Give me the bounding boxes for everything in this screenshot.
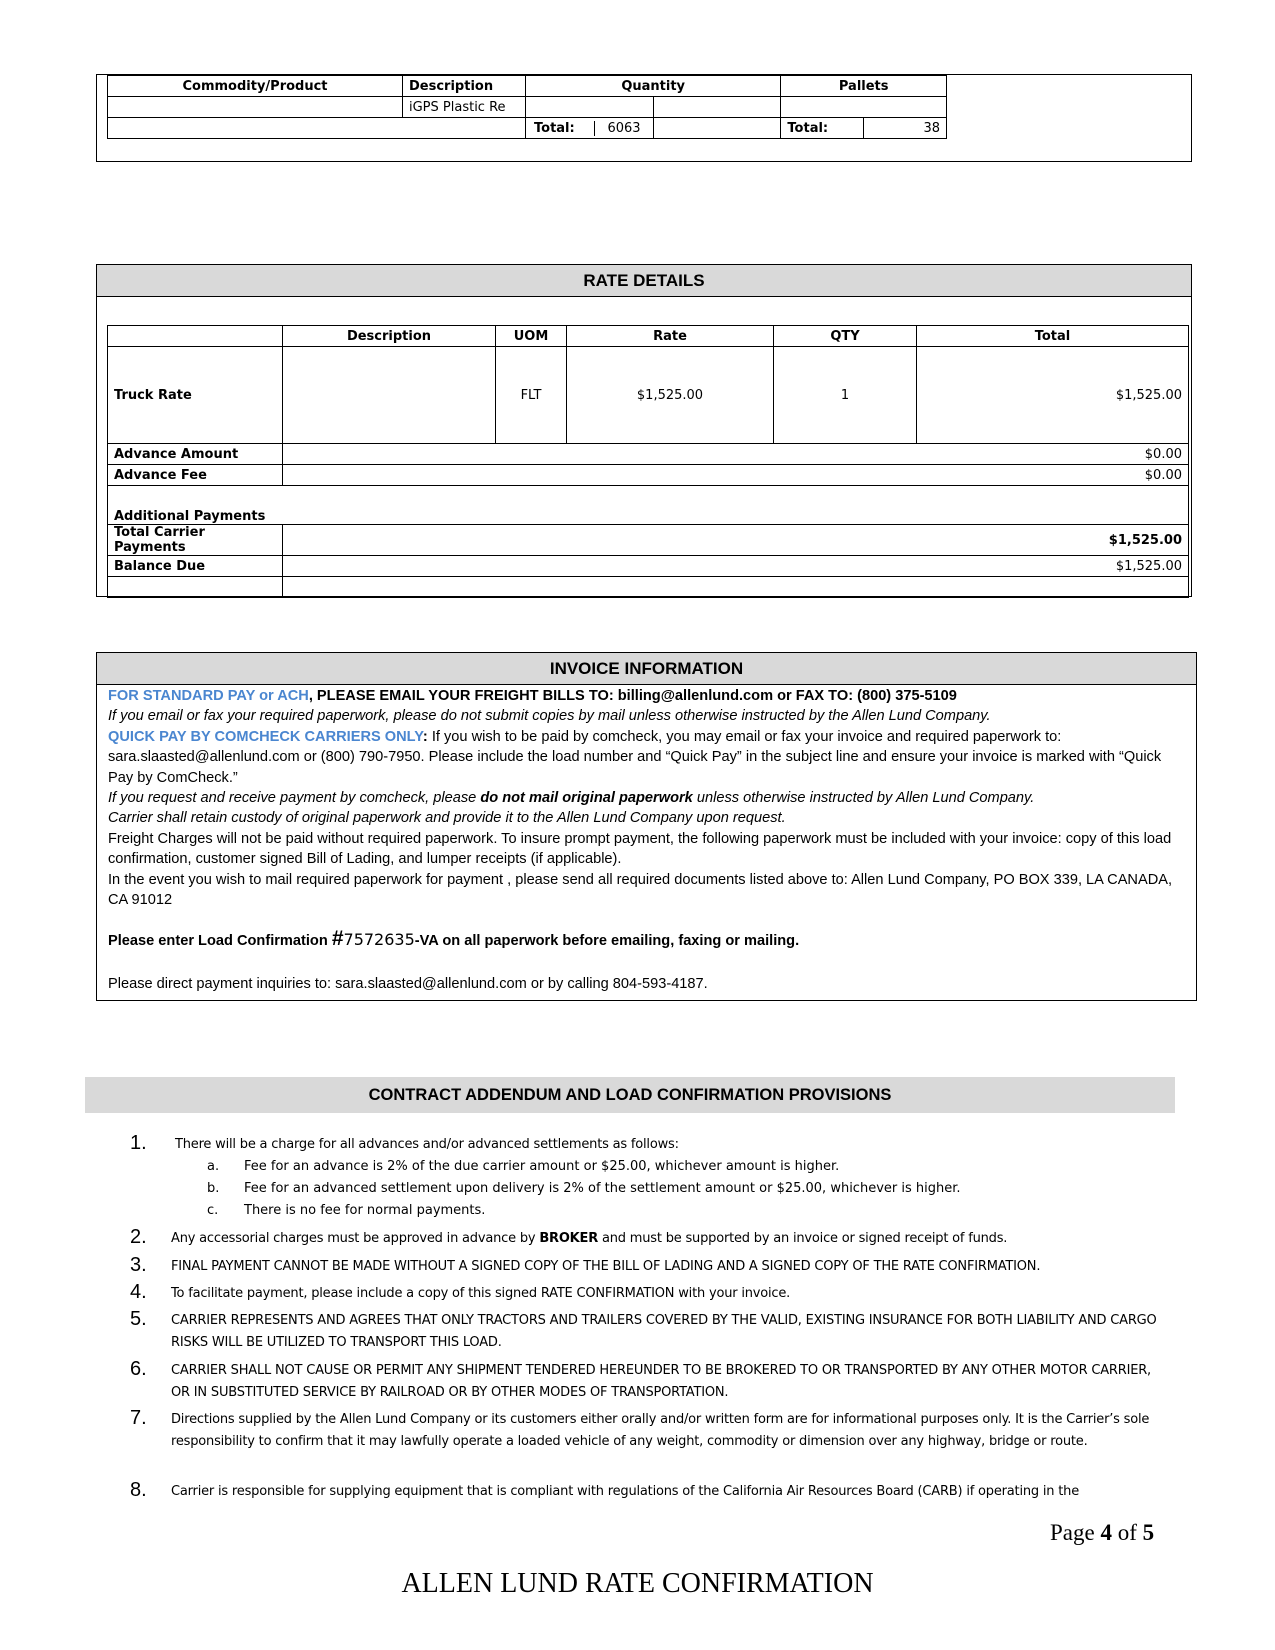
page-number: Page 4 of 5	[1050, 1520, 1155, 1545]
commodity-header: Commodity/Product	[108, 76, 403, 97]
provision-text: There will be a charge for all advances and/or advanced settlements as follows:	[175, 1137, 679, 1152]
truck-rate-qty: 1	[774, 347, 917, 444]
provision-number: 2.	[130, 1226, 147, 1248]
commodity-description: iGPS Plastic Re	[403, 97, 526, 118]
commodity-row	[108, 97, 947, 118]
total-header: Total	[917, 326, 1189, 347]
provision-text: Directions supplied by the Allen Lund Company or its customers either orally and/or written form are for informational purposes only. It is the Carrier’s sole responsibility to confirm that it may lawfully operate a loaded vehicle of any weight, commodity or dimension over any highway, bridge or route.	[171, 1412, 1150, 1449]
rate-details-section	[96, 264, 1192, 597]
sub-text: Fee for an advanced settlement upon delivery is 2% of the settlement amount or $25.00, whichever is higher.	[244, 1181, 961, 1196]
truck-rate-uom: FLT	[496, 347, 567, 444]
sub-letter: a.	[207, 1159, 220, 1174]
rate-table	[107, 325, 1189, 598]
advance-amount-row	[108, 444, 1189, 465]
invoice-title: INVOICE INFORMATION	[97, 653, 1196, 685]
provision-1a	[207, 1156, 839, 1178]
advance-amount-label: Advance Amount	[108, 444, 283, 465]
invoice-section	[96, 652, 1197, 1001]
description-header: Description	[403, 76, 526, 97]
provision-number: 5.	[130, 1308, 147, 1330]
advance-amount-value: $0.00	[283, 444, 1189, 465]
provision-number: 1.	[130, 1132, 147, 1154]
provision-1c	[207, 1200, 485, 1222]
rate-header-row	[108, 326, 1189, 347]
additional-payments-row	[108, 486, 1189, 525]
provision-text: Carrier is responsible for supplying equipment that is compliant with regulations of the California Air Resources Board (CARB) if operating in the	[171, 1484, 1080, 1499]
balance-due-value: $1,525.00	[283, 556, 1189, 577]
quantity-total-label: Total:	[534, 120, 575, 136]
provision-text: CARRIER SHALL NOT CAUSE OR PERMIT ANY SHIPMENT TENDERED HEREUNDER TO BE BROKERED TO OR TRANSPORTED BY ANY OTHER MOTOR CARRIER, OR IN SUBSTITUTED SERVICE BY RAILROAD OR BY OTHER MODES OF TRANSPORTATION.	[171, 1363, 1151, 1400]
advance-fee-label: Advance Fee	[108, 465, 283, 486]
commodity-table	[107, 75, 947, 139]
invoice-body	[108, 686, 1188, 994]
quick-pay-text: If you wish to be paid by comcheck, you may email or fax your invoice and required paperwork to: sara.slaasted@allenlund.com or (800) 790-7950. Please include the load number and “Quick Pay” in the subject line and ensure your invoice is marked with “Quick Pay by ComCheck.”	[108, 728, 1162, 786]
load-conf-prefix: Please enter Load Confirmation	[108, 933, 332, 950]
quantity-total-value: 6063	[594, 121, 653, 136]
provision-number: 7.	[130, 1407, 147, 1429]
email-note: If you email or fax your required paperwork, please do not submit copies by mail unless otherwise instructed by the Allen Lund Company.	[108, 708, 991, 725]
standard-pay-text: , PLEASE EMAIL YOUR FREIGHT BILLS TO: billing@allenlund.com or FAX TO: (800) 375-5109	[308, 688, 957, 704]
provision-1b	[207, 1178, 961, 1200]
provision-text: Any accessorial charges must be approved in advance by BROKER and must be supported by an invoice or signed receipt of funds.	[171, 1231, 1008, 1246]
truck-rate-row	[108, 347, 1189, 444]
commodity-totals-row	[108, 118, 947, 139]
sub-text: Fee for an advance is 2% of the due carrier amount or $25.00, whichever amount is higher.	[244, 1159, 840, 1174]
balance-due-row	[108, 556, 1189, 577]
pallets-total-value: 38	[864, 118, 947, 139]
advance-fee-row	[108, 465, 1189, 486]
load-confirmation-line	[108, 929, 1188, 951]
footer-title: ALLEN LUND RATE CONFIRMATION	[401, 1568, 874, 1599]
total-pages: 5	[1142, 1520, 1155, 1545]
comcheck-note	[108, 788, 1188, 808]
qty-header: QTY	[774, 326, 917, 347]
total-carrier-payments-label: Total Carrier Payments	[108, 525, 283, 556]
standard-pay-label: FOR STANDARD PAY or ACH	[108, 688, 309, 704]
quantity-header: Quantity	[526, 76, 781, 97]
quick-pay-label: QUICK PAY BY COMCHECK CARRIERS ONLY	[108, 728, 423, 745]
provision-text: FINAL PAYMENT CANNOT BE MADE WITHOUT A SIGNED COPY OF THE BILL OF LADING AND A SIGNED COPY OF THE RATE CONFIRMATION.	[171, 1259, 1041, 1274]
quick-pay-colon: :	[422, 728, 428, 745]
provision-number: 8.	[130, 1479, 147, 1501]
mail-note: In the event you wish to mail required paperwork for payment , please send all required documents listed above to: Allen Lund Company, PO BOX 339, LA CANADA, CA 91012	[108, 871, 1173, 909]
truck-rate-label: Truck Rate	[108, 347, 283, 444]
commodity-header-row	[108, 76, 947, 97]
load-conf-hash: #	[331, 927, 344, 951]
provision-text: CARRIER REPRESENTS AND AGREES THAT ONLY TRACTORS AND TRAILERS COVERED BY THE VALID, EXISTING INSURANCE FOR BOTH LIABILITY AND CARGO RISKS WILL BE UTILIZED TO TRANSPORT THIS LOAD.	[171, 1313, 1157, 1350]
sub-letter: b.	[207, 1181, 220, 1196]
truck-rate-rate: $1,525.00	[567, 347, 774, 444]
payment-inquiries: Please direct payment inquiries to: sara.slaasted@allenlund.com or by calling 804-593-4187.	[108, 975, 708, 992]
sub-letter: c.	[207, 1203, 219, 1218]
contract-title: CONTRACT ADDENDUM AND LOAD CONFIRMATION PROVISIONS	[85, 1077, 1175, 1113]
quick-pay-paragraph	[108, 727, 1188, 788]
provision-text: To facilitate payment, please include a copy of this signed RATE CONFIRMATION with your invoice.	[171, 1286, 791, 1301]
pallets-total-label: Total:	[781, 118, 864, 139]
load-conf-suffix: -VA on all paperwork before emailing, faxing or mailing.	[414, 933, 800, 950]
comcheck-note-part1: If you request and receive payment by comcheck, please	[108, 790, 481, 807]
sub-text: There is no fee for normal payments.	[244, 1203, 486, 1218]
additional-payments-label: Additional Payments	[108, 486, 1189, 525]
rate-header: Rate	[567, 326, 774, 347]
broker-bold: BROKER	[539, 1231, 599, 1246]
comcheck-note-part2: unless otherwise instructed by Allen Lund Company.	[692, 790, 1035, 807]
total-carrier-payments-row	[108, 525, 1189, 556]
standard-pay-line	[108, 686, 1188, 706]
balance-due-label: Balance Due	[108, 556, 283, 577]
advance-fee-value: $0.00	[283, 465, 1189, 486]
empty-row	[108, 577, 1189, 598]
uom-header: UOM	[496, 326, 567, 347]
custody-note: Carrier shall retain custody of original paperwork and provide it to the Allen Lund Company upon request.	[108, 810, 786, 827]
provision-number: 3.	[130, 1254, 147, 1276]
truck-rate-total: $1,525.00	[917, 347, 1189, 444]
freight-charges-note: Freight Charges will not be paid without required paperwork. To insure prompt payment, the following paperwork must be included with your invoice: copy of this load confirmation, customer signed Bill of Lading, and lumper receipts (if applicable).	[108, 830, 1172, 868]
rate-description-header: Description	[283, 326, 496, 347]
commodity-section	[96, 74, 1192, 162]
comcheck-note-bold: do not mail original paperwork	[480, 790, 693, 807]
provision-number: 6.	[130, 1358, 147, 1380]
total-carrier-payments-value: $1,525.00	[283, 525, 1189, 556]
load-conf-number: 7572635	[343, 930, 415, 950]
pallets-header: Pallets	[781, 76, 947, 97]
rate-details-title: RATE DETAILS	[97, 265, 1191, 297]
current-page: 4	[1100, 1520, 1112, 1545]
provision-number: 4.	[130, 1281, 147, 1303]
